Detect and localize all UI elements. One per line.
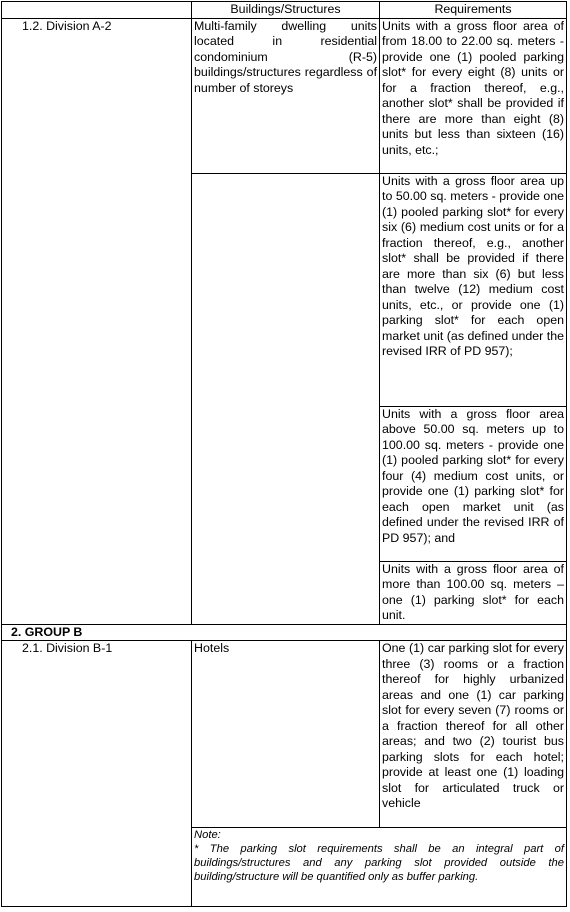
table-header-row [2,2,567,19]
division-b1-requirement: One (1) car parking slot for every three (3) rooms or a fraction thereof for highly urbanized areas and one (1) car parking slot for every seven (7) rooms or a fraction thereof for all other areas; and two (2) tourist bus parking slots for each hotel; provide at least one (1) loading slot for articulated truck or vehicle [380,641,567,828]
table-row [2,18,567,173]
division-a2-structure: Multi-family dwelling units located in residential condominium (R-5) buildings/structures regardless of number of storeys [192,18,380,173]
parking-requirements-table [1,1,567,907]
group-b-heading: 2. GROUP B [2,624,567,641]
division-a2-label: 1.2. Division A-2 [2,18,192,624]
division-a2-requirement-3: Units with a gross floor area above 50.00 sq. meters up to 100.00 sq. meters - provide one (1) pooled parking slot* for every four (4) medium cost units, or provide one (1) parking slot* for each open market unit (as defined under the revised IRR of PD 957); and [380,406,567,561]
division-a2-requirement-2: Units with a gross floor area up to 50.00 sq. meters - provide one (1) pooled parking slot* for every six (6) medium cost units or for a fraction thereof, e.g., another slot* shall be provided if there are more than six (6) but less than twelve (12) medium cost units, etc., or provide one (1) parking slot* for each open market unit (as defined under the revised IRR of PD 957); [380,173,567,406]
division-b1-structure: Hotels [192,641,380,828]
note-text: * The parking slot requirements shall be an integral part of buildings/structures and any parking slot provided outside the building/structure will be quantified only as buffer parking. [194,843,564,883]
header-buildings-structures: Buildings/Structures [192,2,380,19]
division-a2-requirement-1: Units with a gross floor area of from 18.00 to 22.00 sq. meters - provide one (1) pooled parking slot* for every eight (8) units or for a fraction thereof, e.g., another slot* shall be provided if there are more than eight (8) units but less than sixteen (16) units, etc.; [380,18,567,173]
note-title: Note: [194,829,221,841]
table-row [2,641,567,828]
header-classification [2,2,192,19]
division-b1-label: 2.1. Division B-1 [2,641,192,907]
division-b1-note [192,828,567,907]
division-a2-structure-empty [192,173,380,624]
group-row [2,624,567,641]
header-requirements: Requirements [380,2,567,19]
division-a2-requirement-4: Units with a gross floor area of more than 100.00 sq. meters – one (1) parking slot* for each unit. [380,561,567,624]
